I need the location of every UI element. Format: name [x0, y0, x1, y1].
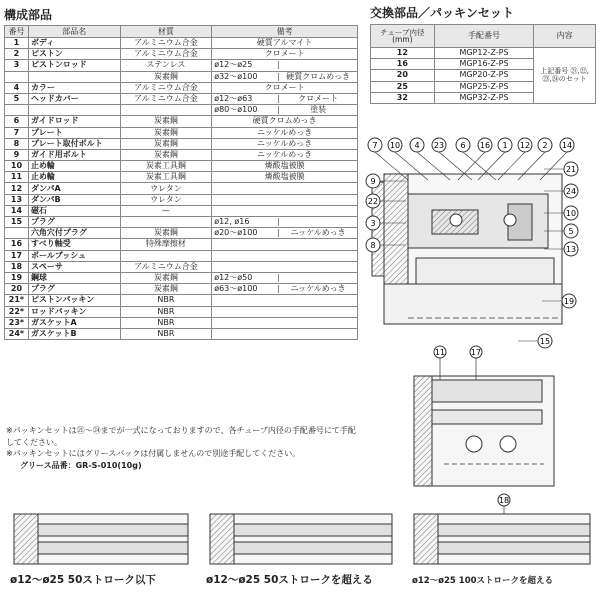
- part-material: ウレタン: [120, 183, 212, 194]
- cylinder-section: [372, 174, 562, 324]
- kit-bore: 16: [371, 59, 435, 70]
- kit-bore: 20: [371, 70, 435, 81]
- table-row: [5, 161, 358, 172]
- kit-bore: 25: [371, 81, 435, 92]
- table-row: [5, 38, 358, 49]
- callout-number: 24: [565, 187, 577, 196]
- part-remark-size: ø32～ø100: [212, 73, 279, 81]
- part-material: [120, 105, 212, 116]
- callout-number: 9: [370, 177, 376, 186]
- part-number: 13: [5, 194, 29, 205]
- header-name: 部品名: [28, 26, 120, 38]
- part-name: ヘッドカバー: [28, 93, 120, 104]
- table-row: [5, 105, 358, 116]
- part-number: 12: [5, 183, 29, 194]
- part-name: [28, 105, 120, 116]
- cross-section-drawing: [358, 128, 600, 350]
- part-number: 24*: [5, 328, 29, 339]
- part-remark: 硬質アルマイト: [212, 38, 358, 49]
- part-number: 9: [5, 149, 29, 160]
- callout-number: 19: [563, 297, 575, 306]
- part-number: 11: [5, 172, 29, 183]
- part-remark-finish: 硬質クロムめっき: [286, 71, 351, 81]
- part-number: 15: [5, 217, 29, 228]
- part-number: 17: [5, 250, 29, 261]
- part-number: 3: [5, 60, 29, 71]
- part-number: 20: [5, 284, 29, 295]
- part-name: ボールブッシュ: [28, 250, 120, 261]
- part-number: 14: [5, 205, 29, 216]
- part-name: ロッドパッキン: [28, 306, 120, 317]
- part-remark: クロメート: [212, 82, 358, 93]
- part-remark-finish: ニッケルめっき: [290, 228, 346, 238]
- callout-number: 14: [561, 141, 573, 150]
- callout-18-text: 18: [498, 496, 510, 505]
- part-material: [120, 217, 212, 228]
- note-2: ※パッキンセットにはグリースパックは付属しませんので別途手配してください。: [6, 449, 301, 459]
- callout-number: 23: [433, 141, 445, 150]
- part-material: 炭素鋼: [120, 149, 212, 160]
- table-row: [5, 295, 358, 306]
- part-material: NBR: [120, 306, 212, 317]
- part-name: ガスケットB: [28, 328, 120, 339]
- part-material: 炭素工具鋼: [120, 161, 212, 172]
- table-row: [5, 149, 358, 160]
- part-remark: [212, 60, 358, 71]
- header-material: 材質: [120, 26, 212, 38]
- part-number: 21*: [5, 295, 29, 306]
- part-material: NBR: [120, 295, 212, 306]
- part-number: [5, 71, 29, 82]
- part-name: 磁石: [28, 205, 120, 216]
- part-number: [5, 228, 29, 239]
- part-remark: [212, 261, 358, 272]
- part-name: ガイドロッド: [28, 116, 120, 127]
- part-remark: [212, 239, 358, 250]
- part-material: NBR: [120, 328, 212, 339]
- part-remark: 燐酸塩被膜: [212, 161, 358, 172]
- note-grease: グリース品番：GR-S-010(10g): [20, 460, 142, 470]
- part-name: 止め輪: [28, 161, 120, 172]
- table-row: [5, 328, 358, 339]
- part-remark: クロメート: [212, 49, 358, 60]
- caption-a: ø12～ø25 50ストローク以下: [10, 574, 156, 586]
- part-material: 炭素鋼: [120, 116, 212, 127]
- callout-number: 10: [565, 209, 577, 218]
- parts-title: 構成部品: [4, 8, 53, 22]
- callout-number: 7: [372, 141, 378, 150]
- part-name: カラー: [28, 82, 120, 93]
- table-row: [5, 60, 358, 71]
- part-remark-finish: 塗装: [310, 105, 327, 115]
- callout-number: 5: [568, 227, 574, 236]
- part-name: ガイド用ボルト: [28, 149, 120, 160]
- part-material: 炭素鋼: [120, 138, 212, 149]
- callout-number: 13: [565, 245, 577, 254]
- part-number: 6: [5, 116, 29, 127]
- variant-drawing-a: [4, 508, 196, 570]
- part-material: —: [120, 205, 212, 216]
- part-name: 止め輪: [28, 172, 120, 183]
- table-row: [5, 217, 358, 228]
- part-remark: [212, 328, 358, 339]
- part-remark-size: ø80～ø100: [212, 106, 279, 114]
- part-name: プラグ: [28, 284, 120, 295]
- table-row: [5, 272, 358, 283]
- table-row: [5, 138, 358, 149]
- table-row: [5, 261, 358, 272]
- part-remark: [212, 205, 358, 216]
- callout-number: 1: [502, 141, 508, 150]
- note-1: ※パッキンセットは㉑～㉔までが一式になっておりますので、各チューブ内径の手配番号にて手配してください。: [6, 426, 356, 447]
- part-remark-size: ø12, ø16: [212, 218, 279, 226]
- callout-number: 21: [565, 165, 577, 174]
- part-remark-size: ø12～ø50: [212, 274, 279, 282]
- part-material: 炭素鋼: [120, 127, 212, 138]
- callout-number: 15: [539, 337, 551, 346]
- callout-number: 16: [479, 141, 491, 150]
- part-remark: [212, 228, 358, 239]
- caption-c: ø12～ø25 100ストロークを超える: [412, 576, 554, 586]
- part-material: 炭素鋼: [120, 228, 212, 239]
- part-number: 16: [5, 239, 29, 250]
- part-remark: [212, 105, 358, 116]
- table-row: [5, 194, 358, 205]
- part-remark: [212, 71, 358, 82]
- part-name: ダンパB: [28, 194, 120, 205]
- part-remark: ニッケルめっき: [212, 149, 358, 160]
- part-name: プレート: [28, 127, 120, 138]
- part-remark-size: ø63～ø100: [212, 285, 279, 293]
- callout-number: 8: [370, 241, 376, 250]
- part-number: 1: [5, 38, 29, 49]
- table-row: [5, 205, 358, 216]
- packing-kit-table: [370, 24, 596, 104]
- part-material: 炭素工具鋼: [120, 172, 212, 183]
- part-name: ボディ: [28, 38, 120, 49]
- part-material: 特殊摩擦材: [120, 239, 212, 250]
- part-material: 炭素鋼: [120, 272, 212, 283]
- kit-header-content: 内容: [534, 25, 596, 48]
- kit-header-bore: チューブ内径 (mm): [371, 25, 435, 48]
- part-remark: [212, 284, 358, 295]
- part-number: 18: [5, 261, 29, 272]
- part-name: 六角穴付プラグ: [28, 228, 120, 239]
- detail-drawing: [404, 340, 564, 490]
- kit-order-number: MGP20-Z-PS: [434, 70, 534, 81]
- part-remark: [212, 217, 358, 228]
- table-row: [5, 228, 358, 239]
- kit-bore: 32: [371, 92, 435, 103]
- part-remark: [212, 250, 358, 261]
- part-name: すべり軸受: [28, 239, 120, 250]
- part-number: 5: [5, 93, 29, 104]
- kit-order-number: MGP12-Z-PS: [434, 48, 534, 59]
- part-number: 19: [5, 272, 29, 283]
- part-remark-finish: クロメート: [298, 94, 339, 104]
- part-remark: [212, 272, 358, 283]
- part-name: スペーサ: [28, 261, 120, 272]
- part-number: 7: [5, 127, 29, 138]
- part-material: アルミニウム合金: [120, 93, 212, 104]
- part-remark: [212, 317, 358, 328]
- part-remark: 硬質クロムめっき: [212, 116, 358, 127]
- part-number: 2: [5, 49, 29, 60]
- part-name: 鋼球: [28, 272, 120, 283]
- part-name: ピストン: [28, 49, 120, 60]
- part-name: ダンパA: [28, 183, 120, 194]
- kit-order-number: MGP32-Z-PS: [434, 92, 534, 103]
- table-row: [5, 127, 358, 138]
- part-remark: [212, 93, 358, 104]
- part-remark-finish: ニッケルめっき: [290, 284, 346, 294]
- part-material: アルミニウム合金: [120, 49, 212, 60]
- part-name: [28, 71, 120, 82]
- part-number: 22*: [5, 306, 29, 317]
- table-row: [5, 284, 358, 295]
- callout-11-text: 11: [434, 348, 446, 357]
- part-remark-finish: [279, 274, 357, 282]
- part-name: ピストンパッキン: [28, 295, 120, 306]
- part-material: 炭素鋼: [120, 284, 212, 295]
- part-number: 23*: [5, 317, 29, 328]
- part-number: 4: [5, 82, 29, 93]
- part-material: [120, 250, 212, 261]
- parts-table: [4, 25, 358, 340]
- callout-number: 12: [519, 141, 531, 150]
- part-remark-finish: [279, 218, 357, 226]
- callout-number: 6: [460, 141, 466, 150]
- kit-order-number: MGP16-Z-PS: [434, 59, 534, 70]
- part-name: プラグ: [28, 217, 120, 228]
- variant-drawing-c: [404, 490, 596, 570]
- callout-number: 3: [370, 219, 376, 228]
- part-remark: ニッケルめっき: [212, 127, 358, 138]
- kit-content: 上記番号 ㉑,㉒,㉓,㉔のセット: [534, 48, 596, 104]
- part-number: 10: [5, 161, 29, 172]
- part-material: ステンレス: [120, 60, 212, 71]
- callout-number: 2: [542, 141, 548, 150]
- part-material: アルミニウム合金: [120, 261, 212, 272]
- table-row: [5, 82, 358, 93]
- part-remark: [212, 306, 358, 317]
- part-remark-size: ø12～ø25: [212, 61, 279, 69]
- part-material: 炭素鋼: [120, 71, 212, 82]
- kit-row: [371, 48, 596, 59]
- kit-order-number: MGP25-Z-PS: [434, 81, 534, 92]
- part-remark-finish: [279, 61, 357, 69]
- table-row: [5, 93, 358, 104]
- kit-header-order: 手配番号: [434, 25, 534, 48]
- caption-b: ø12～ø25 50ストロークを超える: [206, 574, 373, 586]
- kit-title: 交換部品／パッキンセット: [370, 6, 514, 20]
- table-row: [5, 239, 358, 250]
- header-remark: 備考: [212, 26, 358, 38]
- callout-number: 4: [414, 141, 420, 150]
- part-remark-size: ø20～ø100: [212, 229, 279, 237]
- part-name: プレート取付ボルト: [28, 138, 120, 149]
- table-row: [5, 183, 358, 194]
- table-row: [5, 116, 358, 127]
- part-number: 8: [5, 138, 29, 149]
- table-row: [5, 317, 358, 328]
- table-row: [5, 306, 358, 317]
- table-row: [5, 49, 358, 60]
- part-remark: [212, 194, 358, 205]
- part-number: [5, 105, 29, 116]
- part-remark: 燐酸塩被膜: [212, 172, 358, 183]
- part-material: NBR: [120, 317, 212, 328]
- callout-17-text: 17: [470, 348, 482, 357]
- callout-number: 22: [367, 197, 379, 206]
- part-material: アルミニウム合金: [120, 82, 212, 93]
- kit-bore: 12: [371, 48, 435, 59]
- table-row: [5, 250, 358, 261]
- table-row: [5, 172, 358, 183]
- table-row: [5, 71, 358, 82]
- part-remark: [212, 295, 358, 306]
- part-remark: ニッケルめっき: [212, 138, 358, 149]
- callout-number: 10: [389, 141, 401, 150]
- variant-drawing-b: [200, 508, 400, 570]
- part-name: ピストンロッド: [28, 60, 120, 71]
- notes: [6, 425, 356, 471]
- part-material: アルミニウム合金: [120, 38, 212, 49]
- header-no: 番号: [5, 26, 29, 38]
- part-name: ガスケットA: [28, 317, 120, 328]
- part-remark-size: ø12～ø63: [212, 95, 279, 103]
- part-remark: [212, 183, 358, 194]
- part-material: ウレタン: [120, 194, 212, 205]
